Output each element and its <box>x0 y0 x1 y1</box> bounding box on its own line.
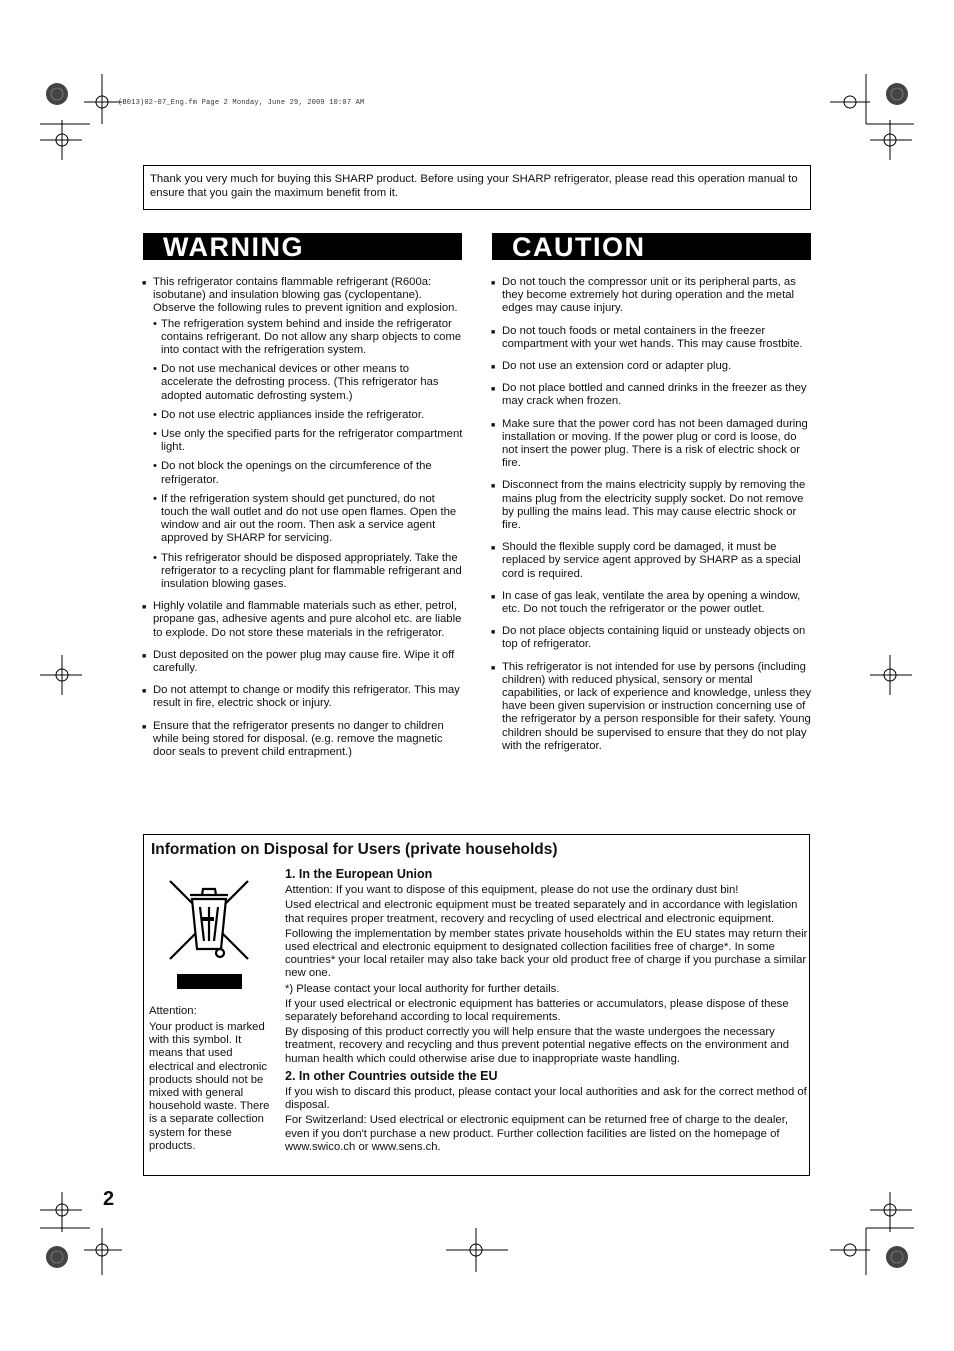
page-number: 2 <box>103 1188 115 1210</box>
eu-paragraph: *) Please contact your local authority for further details. <box>285 982 560 995</box>
caution-item: ■ Disconnect from the mains electricity supply by removing the mains plug from the electricity supply socket. Do not remove by pulling the mains lead. This may cause electric shock or fire. <box>492 479 812 532</box>
warning-subitem: • Use only the specified parts for the refrigerator compartment light. <box>153 428 463 454</box>
eu-paragraph: Attention: If you want to dispose of this equipment, please do not use the ordinary dust bin! <box>285 884 739 897</box>
caution-item: ■ This refrigerator is not intended for use by persons (including children) with reduced physical, sensory or mental capabilities, or lack of experience and knowledge, unless they have been given supervision or instruction concerning use of the refrigerator by a person responsible for their safety. Young children should be supervised to ensure that they do not play with the refrigerator. <box>492 661 812 753</box>
caution-banner: CAUTION <box>492 233 811 260</box>
other-countries-heading: 2. In other Countries outside the EU <box>285 1068 498 1083</box>
caution-item: ■ Do not use an extension cord or adapter plug. <box>492 360 812 373</box>
warning-item: ■ This refrigerator contains flammable refrigerant (R600a: isobutane) and insulation blowing gas (cyclopentane). Observe the following rules to prevent ignition and explosion. • The refrigeration system behind and inside the refrigerator contains refrigerant. Do not allow any sharp objects to come into contact with the refrigeration system. • Do not use mechanical devices or other means to accelerate the defrosting process. (This refrigerator has adopted automatic defrosting system.) • Do not use electric appliances inside the refrigerator. • Use only the specified parts for the refrigerator compartment light. • Do not block the openings on the circumference of the refrigerator. • If the refrigeration system should get punctured, do not touch the wall outlet and do not use open flames. Open the window and air out the room. Then ask a service agent approved by SHARP for servicing. • This refrigerator should be disposed appropriately. Take the refrigerator to a recycling plant for flammable refrigerant and insulation blowing gases. <box>143 276 463 591</box>
caution-column <box>492 276 812 762</box>
caution-item: ■ In case of gas leak, ventilate the area by opening a window, etc. Do not touch the refrigerator or the power outlet. <box>492 590 812 616</box>
warning-column <box>143 276 463 768</box>
warning-subitem: • If the refrigeration system should get punctured, do not touch the wall outlet and do not use open flames. Open the window and air out the room. Then ask a service agent approved by SHARP for servicing. <box>153 492 457 545</box>
caution-item: ■ Do not touch the compressor unit or its peripheral parts, as they become extremely hot during operation and the metal edges may cause injury. <box>492 276 812 316</box>
caution-item: ■ Do not place bottled and canned drinks in the freezer as they may crack when frozen. <box>492 382 812 408</box>
caution-item: ■ Make sure that the power cord has not been damaged during installation or moving. If the power plug or cord is loose, do not insert the power plug. There is a risk of electric shock or fire. <box>492 418 812 471</box>
warning-subitem: • The refrigeration system behind and inside the refrigerator contains refrigerant. Do not allow any sharp objects to come into contact with the refrigeration system. <box>153 317 462 357</box>
warning-subitem: • This refrigerator should be disposed appropriately. Take the refrigerator to a recycling plant for flammable refrigerant and insulation blowing gases. <box>153 551 462 591</box>
warning-subitem: • Do not block the openings on the circumference of the refrigerator. <box>153 460 432 486</box>
warning-item: ■ Ensure that the refrigerator presents no danger to children while being stored for disposal. (e.g. remove the magnetic door seals to prevent child entrapment.) <box>143 720 463 760</box>
warning-subitem: • Do not use mechanical devices or other means to accelerate the defrosting process. (This refrigerator has adopted automatic defrosting system.) <box>153 363 439 402</box>
eu-paragraph: Following the implementation by member states private households within the EU states may return their used electrical and electronic equipment to designated collection facilities free of charge*. In some countries* your local retailer may also take back your old product free of charge if you purchase a similar new one. <box>285 927 808 980</box>
other-paragraph: If you wish to discard this product, please contact your local authorities and ask for the correct method of disposal. <box>285 1086 807 1112</box>
other-paragraph: For Switzerland: Used electrical or electronic equipment can be returned free of charge to the dealer, even if you don't purchase a new product. Further collection facilities are listed on the homepage of www.swico.ch or www.sens.ch. <box>285 1114 788 1153</box>
intro-box: Thank you very much for buying this SHARP product. Before using your SHARP refrigerator, please read this operation manual to ensure that you gain the maximum benefit from it. <box>143 165 811 210</box>
warning-item: ■ Dust deposited on the power plug may cause fire. Wipe it off carefully. <box>143 649 463 675</box>
eu-paragraph: Used electrical and electronic equipment must be treated separately and in accordance with legislation that requires proper treatment, recovery and recycling of used electrical and electronic equipment. <box>285 899 798 925</box>
caution-item: ■ Should the flexible supply cord be damaged, it must be replaced by service agent approved by SHARP as a special cord is required. <box>492 541 812 581</box>
eu-paragraph: If your used electrical or electronic equipment has batteries or accumulators, please dispose of these separately beforehand according to local requirements. <box>285 997 789 1024</box>
caution-item: ■ Do not touch foods or metal containers in the freezer compartment with your wet hands. This may cause frostbite. <box>492 325 812 351</box>
crossed-out-wheelie-bin-icon <box>166 877 252 969</box>
bin-underline-bar <box>177 974 242 989</box>
warning-banner: WARNING <box>143 233 462 260</box>
disposal-info-box <box>143 834 810 1176</box>
warning-item: ■ Highly volatile and flammable materials such as ether, petrol, propane gas, adhesive agents and pure alcohol etc. are liable to explode. Do not store these materials in the refrigerator. <box>143 600 463 640</box>
disposal-instructions <box>285 868 811 1156</box>
caution-item: ■ Do not place objects containing liquid or unsteady objects on top of refrigerator. <box>492 625 812 651</box>
eu-heading: 1. In the European Union <box>285 867 433 881</box>
attention-title: Attention: <box>149 1005 197 1017</box>
disposal-title: Information on Disposal for Users (private households) <box>151 841 558 858</box>
eu-paragraph: By disposing of this product correctly you will help ensure that the waste undergoes the necessary treatment, recovery and recycling and thus prevent potential negative effects on the environment and human health which could otherwise arise due to inappropriate waste handling. <box>285 1026 790 1065</box>
warning-subitem: • Do not use electric appliances inside the refrigerator. <box>153 408 425 421</box>
file-header-line: (B013)02-07_Eng.fm Page 2 Monday, June 29, 2009 10:07 AM <box>118 99 365 107</box>
attention-text: Your product is marked with this symbol. It means that used electrical and electronic products should not be mixed with general household waste. There is a separate collection system for these products. <box>149 1021 270 1152</box>
warning-item: ■ Do not attempt to change or modify this refrigerator. This may result in fire, electric shock or injury. <box>143 684 463 710</box>
